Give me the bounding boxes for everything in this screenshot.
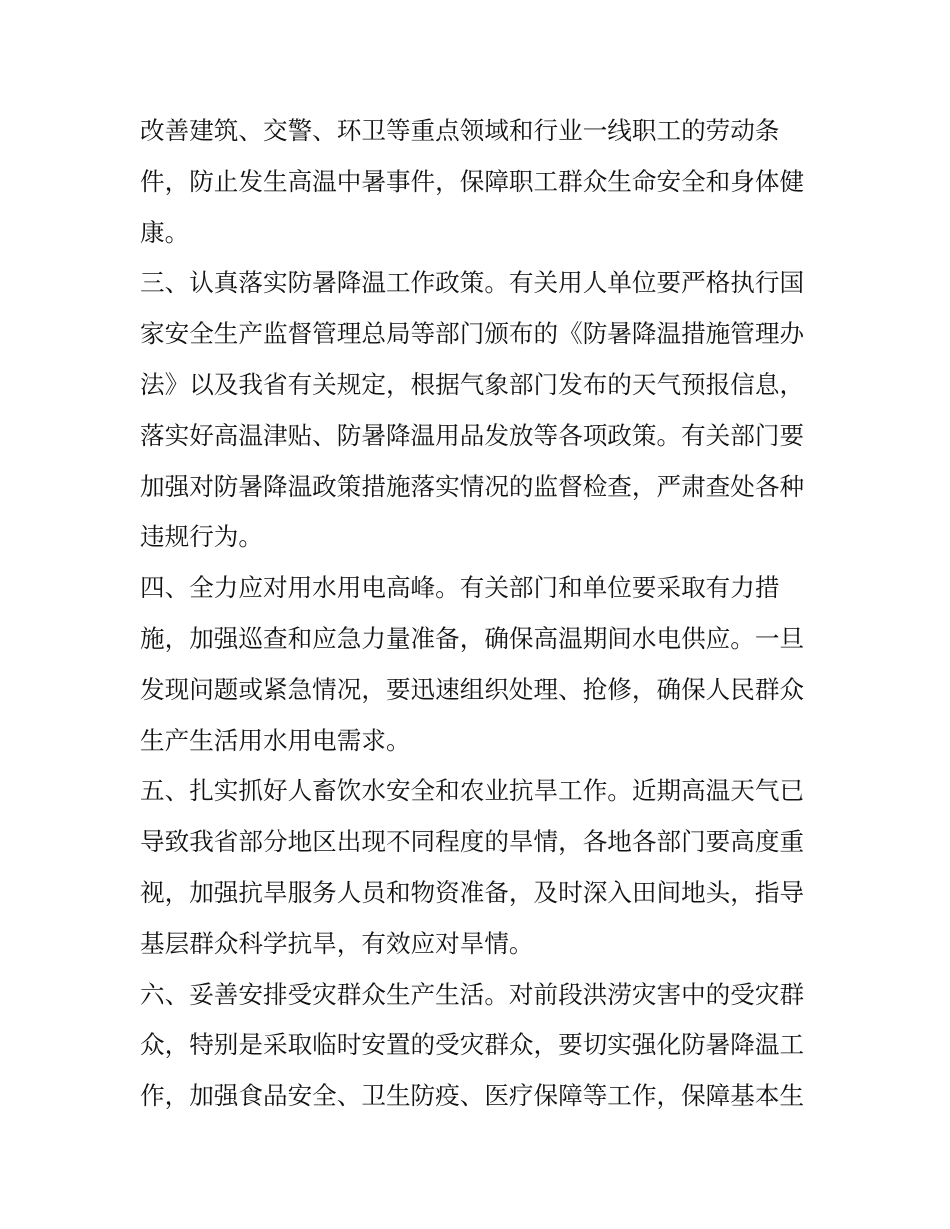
text-line: 四、全力应对用水用电高峰。有关部门和单位要采取有力措 <box>140 573 780 603</box>
text-line: 发现问题或紧急情况，要迅速组织处理、抢修，确保人民群众 <box>140 674 805 704</box>
text-line: 法》以及我省有关规定，根据气象部门发布的天气预报信息， <box>140 369 805 399</box>
text-line: 生产生活用水用电需求。 <box>140 725 411 755</box>
text-line: 康。 <box>140 217 190 247</box>
text-line: 视，加强抗旱服务人员和物资准备，及时深入田间地头，指导 <box>140 877 805 907</box>
text-line: 导致我省部分地区出现不同程度的旱情，各地各部门要高度重 <box>140 827 805 857</box>
text-line: 众，特别是采取临时安置的受灾群众，要切实强化防暑降温工 <box>140 1030 805 1060</box>
text-line: 件，防止发生高温中暑事件，保障职工群众生命安全和身体健 <box>140 166 805 196</box>
text-line: 五、扎实抓好人畜饮水安全和农业抗旱工作。近期高温天气已 <box>140 776 805 806</box>
text-line: 落实好高温津贴、防暑降温用品发放等各项政策。有关部门要 <box>140 420 805 450</box>
text-line: 改善建筑、交警、环卫等重点领域和行业一线职工的劳动条 <box>140 116 780 145</box>
text-line: 违规行为。 <box>140 522 263 552</box>
text-line: 三、认真落实防暑降温工作政策。有关用人单位要严格执行国 <box>140 268 805 298</box>
text-line: 家安全生产监督管理总局等部门颁布的《防暑降温措施管理办 <box>140 319 805 349</box>
text-line: 加强对防暑降温政策措施落实情况的监督检查，严肃查处各种 <box>140 471 805 501</box>
document-body <box>140 106 820 1122</box>
text-line: 作，加强食品安全、卫生防疫、医疗保障等工作，保障基本生 <box>140 1081 805 1111</box>
text-line: 施，加强巡查和应急力量准备，确保高温期间水电供应。一旦 <box>140 623 805 653</box>
text-line: 六、妥善安排受灾群众生产生活。对前段洪涝灾害中的受灾群 <box>140 979 805 1009</box>
text-line: 基层群众科学抗旱，有效应对旱情。 <box>140 928 534 958</box>
